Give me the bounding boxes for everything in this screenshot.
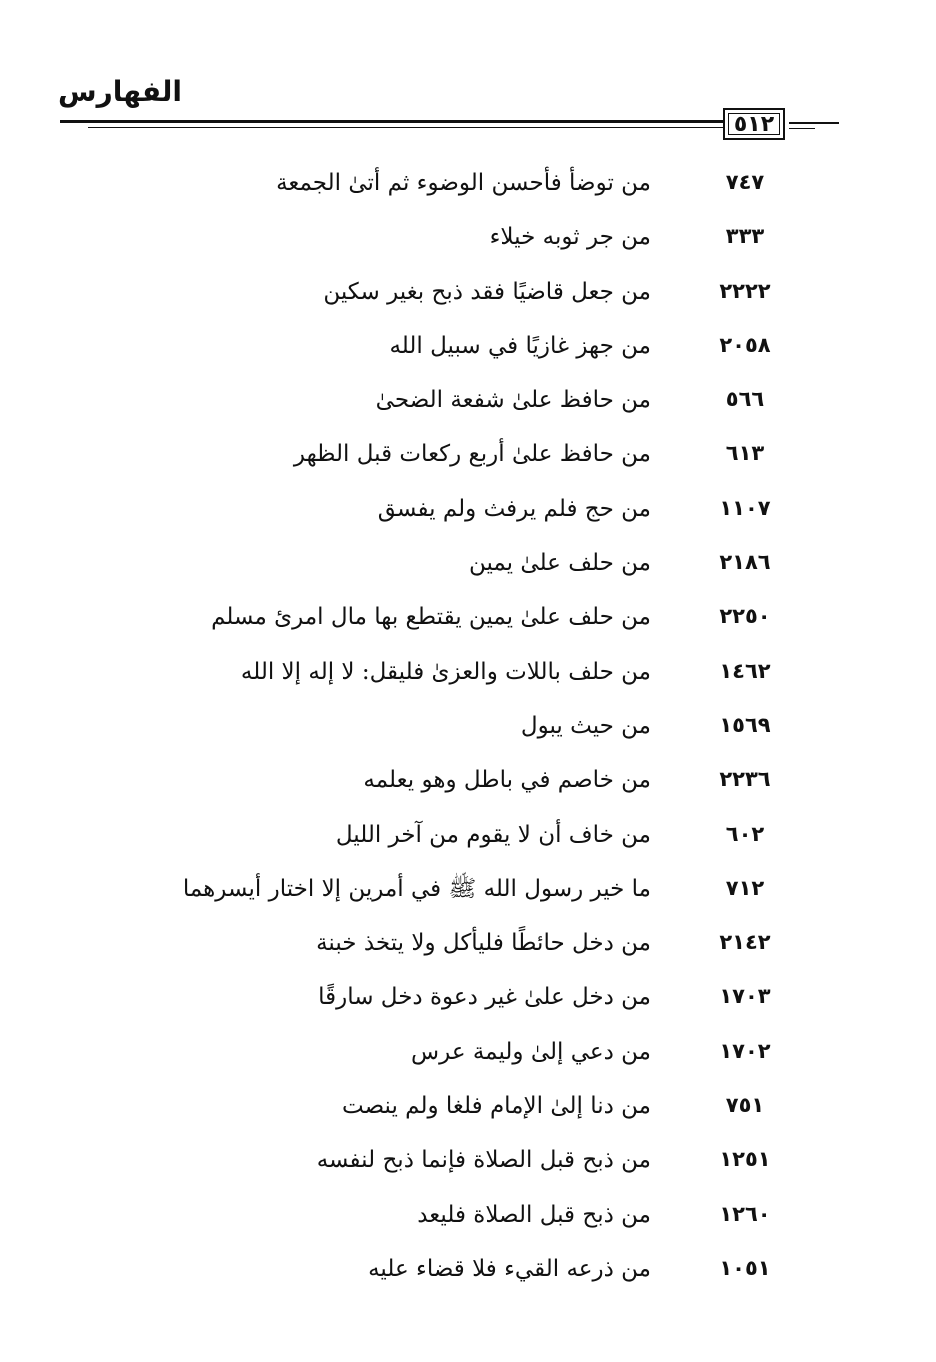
index-entry bbox=[0, 216, 936, 270]
header-rule-right-thick bbox=[789, 122, 839, 124]
hadith-number: ١٥٦٩ bbox=[719, 712, 771, 737]
hadith-text: من حلف علىٰ يمين يقتطع بها مال امرئ مسلم bbox=[211, 604, 651, 631]
index-entry bbox=[0, 488, 936, 542]
hadith-number: ١٠٥١ bbox=[719, 1255, 771, 1280]
header-rule-thin bbox=[88, 127, 723, 128]
hadith-text: من ذبح قبل الصلاة فليعد bbox=[417, 1201, 651, 1228]
hadith-number: ١٢٥١ bbox=[719, 1147, 771, 1172]
index-entry bbox=[0, 596, 936, 650]
hadith-number: ٢١٨٦ bbox=[719, 550, 771, 575]
hadith-text: من ذرعه القيء فلا قضاء عليه bbox=[368, 1255, 651, 1282]
hadith-number: ٢٢٢٢ bbox=[719, 278, 771, 303]
index-entry bbox=[0, 271, 936, 325]
hadith-text: من حيث يبول bbox=[520, 712, 651, 739]
index-entry bbox=[0, 868, 936, 922]
hadith-number: ٧١٢ bbox=[725, 875, 765, 900]
index-entry bbox=[0, 1085, 936, 1139]
hadith-text: من حلف علىٰ يمين bbox=[468, 550, 651, 577]
hadith-text: من جعل قاضيًا فقد ذبح بغير سكين bbox=[323, 278, 651, 305]
hadith-text: من حافظ علىٰ أربع ركعات قبل الظهر bbox=[293, 441, 651, 468]
hadith-number: ٢٠٥٨ bbox=[719, 332, 771, 357]
hadith-text: من دعي إلىٰ وليمة عرس bbox=[411, 1038, 651, 1065]
hadith-text: من دخل حائطًا فليأكل ولا يتخذ خبنة bbox=[316, 930, 651, 957]
page-number-box bbox=[723, 108, 785, 140]
section-title: الفهارس bbox=[58, 75, 183, 108]
index-entry bbox=[0, 814, 936, 868]
hadith-number: ٢٢٥٠ bbox=[719, 604, 771, 629]
hadith-number: ٢٢٣٦ bbox=[719, 767, 771, 792]
hadith-number: ٥٦٦ bbox=[725, 387, 765, 412]
index-entry bbox=[0, 759, 936, 813]
hadith-number: ٢١٤٢ bbox=[719, 930, 771, 955]
hadith-text: من حافظ علىٰ شفعة الضحىٰ bbox=[375, 387, 651, 414]
index-entry bbox=[0, 651, 936, 705]
hadith-text: من حلف باللات والعزىٰ فليقل: لا إله إلا الله bbox=[240, 658, 651, 685]
hadith-text: من جهز غازيًا في سبيل الله bbox=[389, 332, 651, 359]
hadith-text: من ذبح قبل الصلاة فإنما ذبح لنفسه bbox=[316, 1147, 651, 1174]
hadith-text: من دنا إلىٰ الإمام فلغا ولم ينصت bbox=[342, 1093, 651, 1120]
index-entry bbox=[0, 379, 936, 433]
hadith-text: ما خير رسول الله ﷺ في أمرين إلا اختار أيسرهما bbox=[182, 875, 651, 902]
hadith-number: ٦١٣ bbox=[725, 441, 765, 466]
index-entry bbox=[0, 1139, 936, 1193]
index-entry bbox=[0, 162, 936, 216]
index-entry bbox=[0, 1194, 936, 1248]
hadith-number: ١١٠٧ bbox=[719, 495, 771, 520]
header-rule-thick bbox=[60, 120, 723, 123]
index-entry bbox=[0, 1248, 936, 1302]
index-entry bbox=[0, 705, 936, 759]
index-entry bbox=[0, 976, 936, 1030]
hadith-number: ٧٥١ bbox=[725, 1093, 765, 1118]
hadith-number: ٦٠٢ bbox=[725, 821, 765, 846]
index-entry bbox=[0, 542, 936, 596]
hadith-text: من خاف أن لا يقوم من آخر الليل bbox=[335, 821, 651, 848]
hadith-text: من توضأ فأحسن الوضوء ثم أتىٰ الجمعة bbox=[276, 170, 651, 196]
header-rule-right-thin bbox=[789, 128, 815, 129]
index-entry bbox=[0, 922, 936, 976]
hadith-text: من جر ثوبه خيلاء bbox=[489, 224, 651, 251]
index-entry bbox=[0, 433, 936, 487]
index-entry bbox=[0, 1031, 936, 1085]
hadith-number: ١٢٦٠ bbox=[719, 1201, 771, 1226]
index-entries-list bbox=[0, 162, 936, 1302]
hadith-number: ٧٤٧ bbox=[725, 170, 765, 194]
hadith-text: من دخل علىٰ غير دعوة دخل سارقًا bbox=[318, 984, 651, 1011]
hadith-text: من حج فلم يرفث ولم يفسق bbox=[377, 495, 651, 522]
index-entry bbox=[0, 325, 936, 379]
hadith-number: ٣٣٣ bbox=[725, 224, 765, 249]
hadith-number: ١٧٠٢ bbox=[719, 1038, 771, 1063]
hadith-number: ١٤٦٢ bbox=[719, 658, 771, 683]
hadith-number: ١٧٠٣ bbox=[719, 984, 771, 1009]
hadith-text: من خاصم في باطل وهو يعلمه bbox=[363, 767, 651, 794]
page-number: ٥١٢ bbox=[733, 111, 775, 137]
